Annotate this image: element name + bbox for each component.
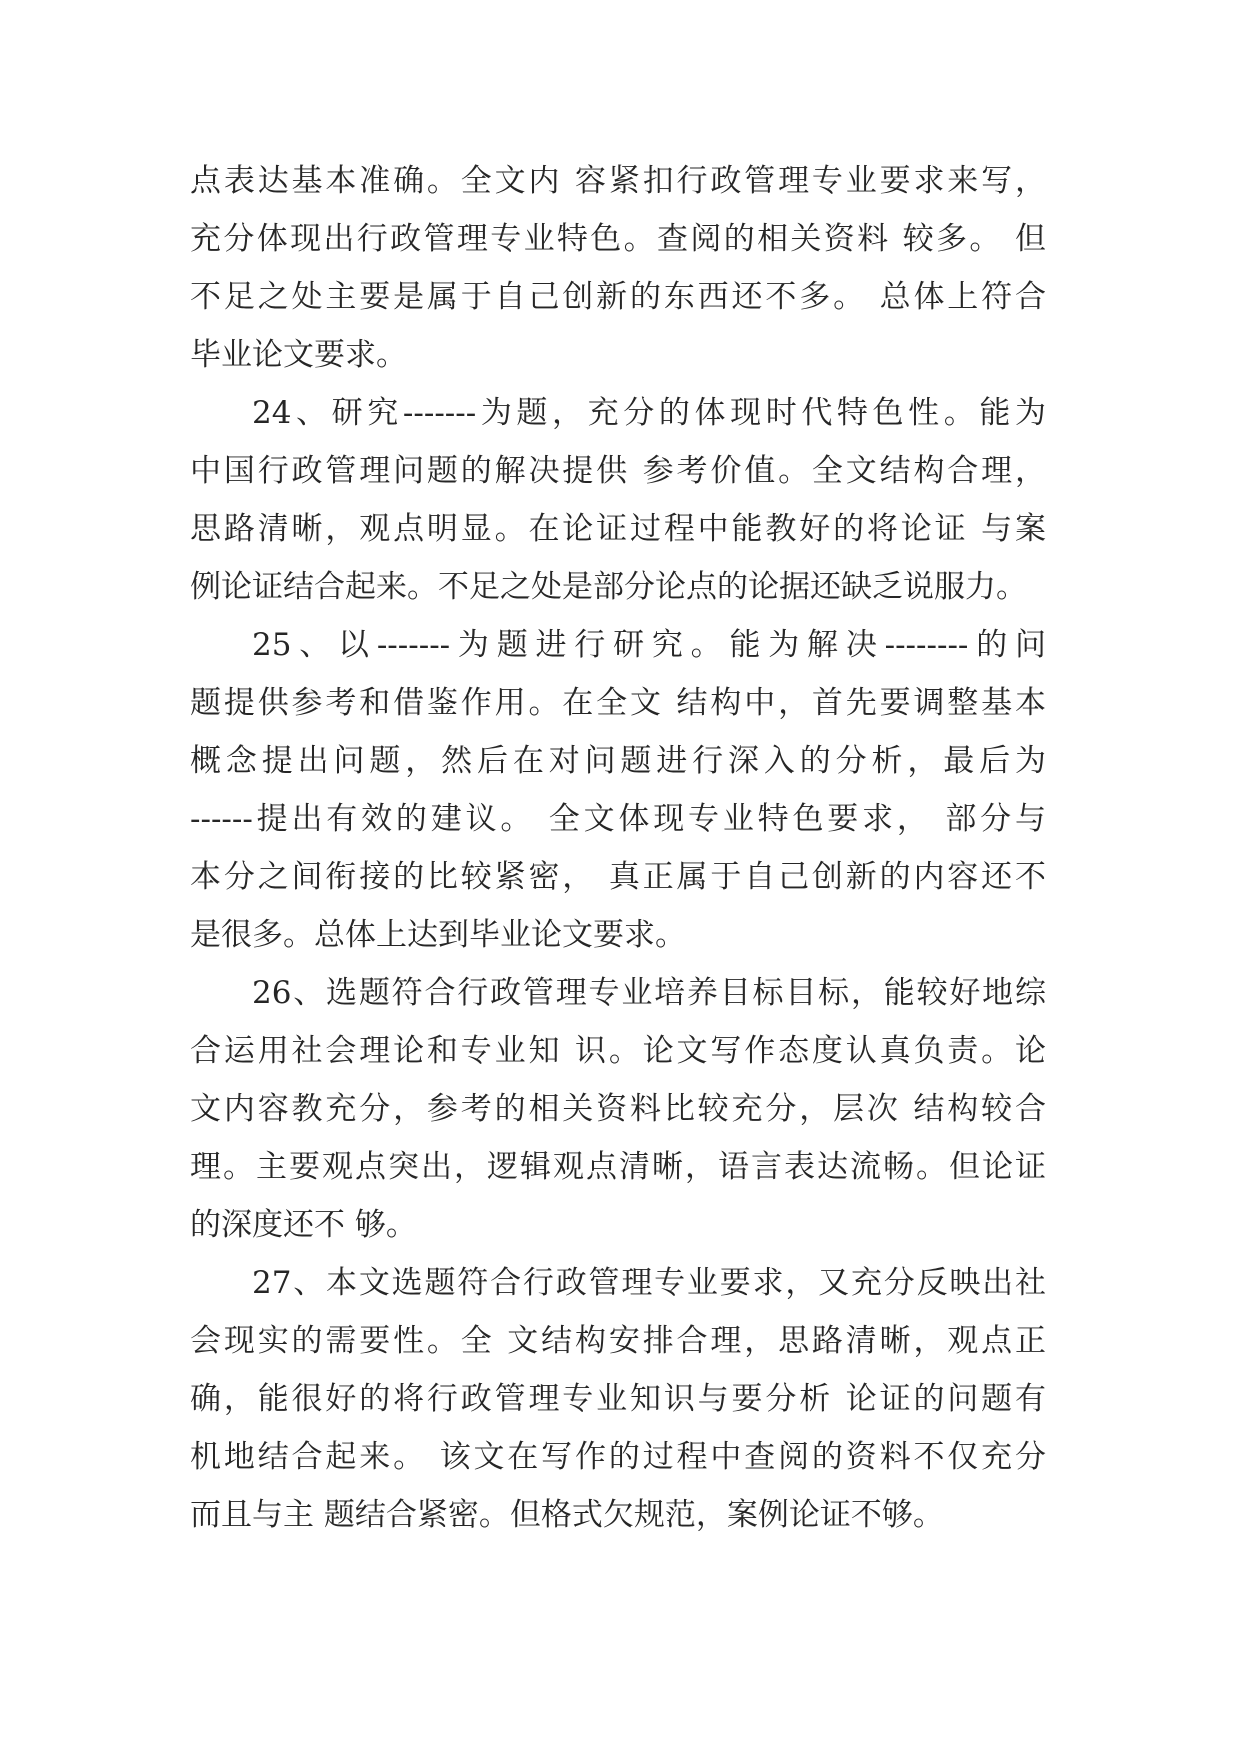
text-line: 不足之处主要是属于自己创新的东西还不多。 总体上符合 — [190, 279, 1046, 315]
paragraph-24-first-line: 24、研究-------为题，充分的体现时代特色性。能为 — [252, 395, 1046, 431]
document-body — [190, 152, 1046, 1544]
text-line: ------提出有效的建议。 全文体现专业特色要求， 部分与 — [190, 801, 1046, 837]
text-line: 确，能很好的将行政管理专业知识与要分析 论证的问题有 — [190, 1381, 1046, 1417]
text-line: 充分体现出行政管理专业特色。查阅的相关资料 较多。 但 — [190, 221, 1046, 257]
text-line: 中国行政管理问题的解决提供 参考价值。全文结构合理， — [190, 453, 1046, 489]
paragraph-26-first-line: 26、选题符合行政管理专业培养目标目标，能较好地综 — [252, 975, 1046, 1011]
text-line: 会现实的需要性。全 文结构安排合理，思路清晰，观点正 — [190, 1323, 1046, 1359]
text-line: 题提供参考和借鉴作用。在全文 结构中，首先要调整基本 — [190, 685, 1046, 721]
paragraph-27-first-line: 27、本文选题符合行政管理专业要求，又充分反映出社 — [252, 1265, 1046, 1301]
text-line: 毕业论文要求。 — [190, 337, 407, 373]
text-line: 是很多。总体上达到毕业论文要求。 — [190, 917, 686, 953]
text-line: 点表达基本准确。全文内 容紧扣行政管理专业要求来写， — [190, 163, 1046, 199]
text-line: 思路清晰，观点明显。在论证过程中能教好的将论证 与案 — [190, 511, 1046, 547]
text-line: 文内容教充分，参考的相关资料比较充分，层次 结构较合 — [190, 1091, 1046, 1127]
text-line: 合运用社会理论和专业知 识。论文写作态度认真负责。论 — [190, 1033, 1046, 1069]
text-line: 本分之间衔接的比较紧密， 真正属于自己创新的内容还不 — [190, 859, 1046, 895]
text-line: 的深度还不 够。 — [190, 1207, 417, 1243]
text-line: 例论证结合起来。不足之处是部分论点的论据还缺乏说服力。 — [190, 569, 1027, 605]
text-line: 机地结合起来。 该文在写作的过程中查阅的资料不仅充分 — [190, 1439, 1046, 1475]
text-line: 而且与主 题结合紧密。但格式欠规范，案例论证不够。 — [190, 1497, 944, 1533]
paragraph-25-first-line: 25、以-------为题进行研究。能为解决--------的问 — [252, 627, 1046, 663]
text-line: 理。主要观点突出，逻辑观点清晰，语言表达流畅。但论证 — [190, 1149, 1046, 1185]
text-line: 概念提出问题，然后在对问题进行深入的分析，最后为 — [190, 743, 1046, 779]
